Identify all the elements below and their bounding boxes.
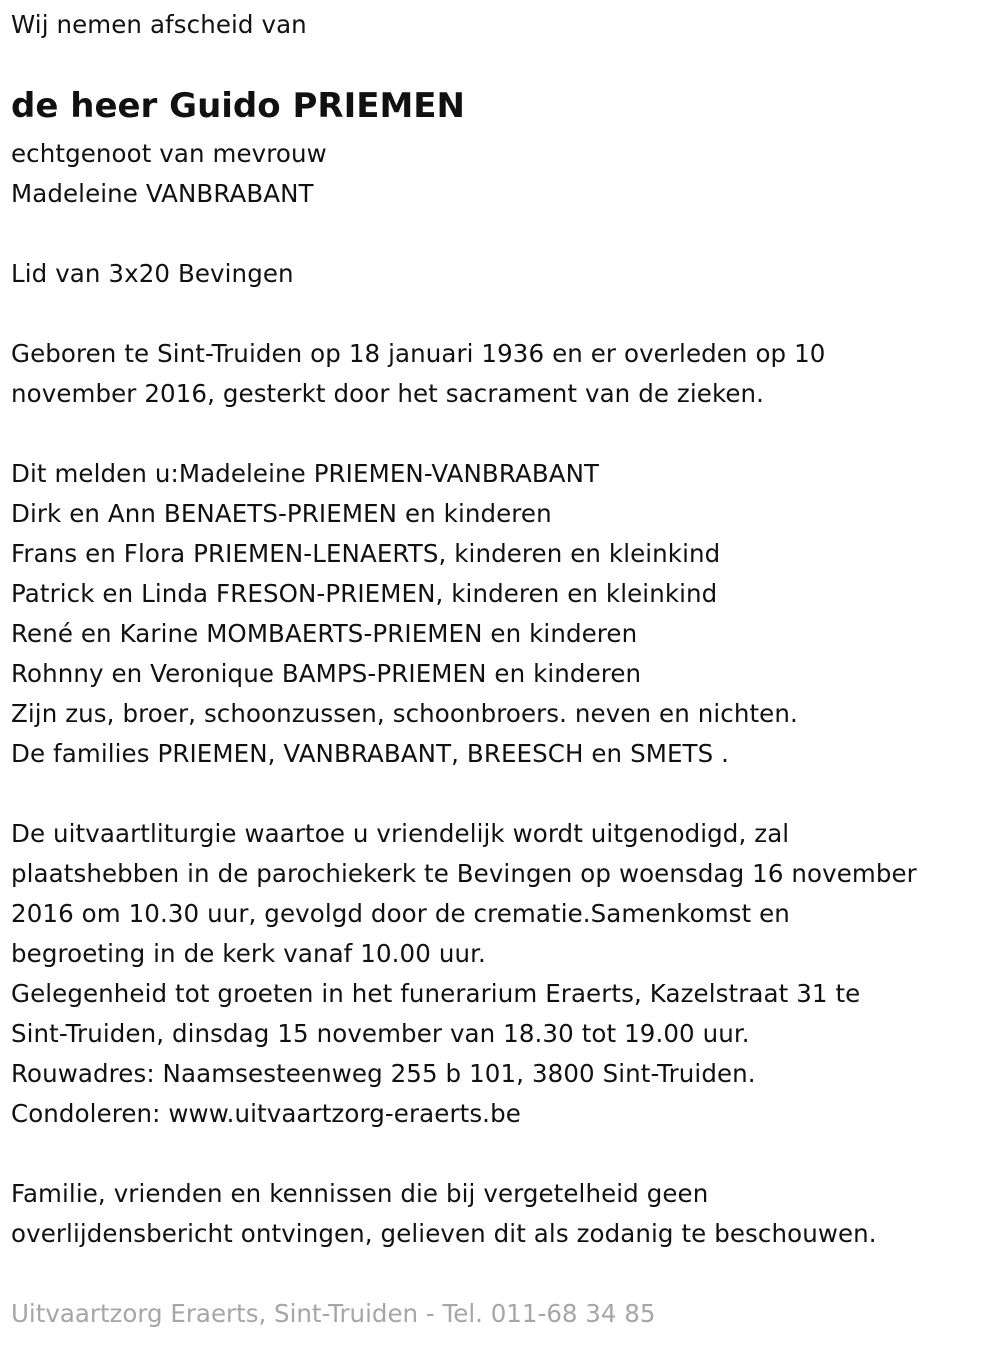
notice-block <box>11 1174 877 1254</box>
funeral-info-line: Sint-Truiden, dinsdag 15 november van 18.30 tot 19.00 uur. <box>11 1019 750 1048</box>
announcers-block <box>11 454 798 774</box>
announcer-line: De families PRIEMEN, VANBRABANT, BREESCH en SMETS . <box>11 739 730 768</box>
announcer-line: Rohnny en Veronique BAMPS-PRIEMEN en kinderen <box>11 659 642 688</box>
birth-death-line: Geboren te Sint-Truiden op 18 januari 1936 en er overleden op 10 <box>11 339 826 368</box>
funeral-info-line: plaatshebben in de parochiekerk te Bevingen op woensdag 16 november <box>11 859 917 888</box>
announcer-line: René en Karine MOMBAERTS-PRIEMEN en kinderen <box>11 619 638 648</box>
announcer-line: Dit melden u:Madeleine PRIEMEN-VANBRABANT <box>11 459 600 488</box>
membership-block <box>11 254 294 294</box>
condolence-link-line: Condoleren: www.uitvaartzorg-eraerts.be <box>11 1099 521 1128</box>
spouse-line: echtgenoot van mevrouw <box>11 139 327 168</box>
funeral-info-block <box>11 814 917 1134</box>
funeral-home-footer: Uitvaartzorg Eraerts, Sint-Truiden - Tel. 011-68 34 85 <box>11 1299 656 1328</box>
announcer-line: Dirk en Ann BENAETS-PRIEMEN en kinderen <box>11 499 552 528</box>
birth-death-line: november 2016, gesterkt door het sacrament van de zieken. <box>11 379 765 408</box>
membership-text: Lid van 3x20 Bevingen <box>11 259 294 288</box>
notice-line: overlijdensbericht ontvingen, gelieven dit als zodanig te beschouwen. <box>11 1219 877 1248</box>
announcer-line: Patrick en Linda FRESON-PRIEMEN, kinderen en kleinkind <box>11 579 718 608</box>
deceased-name: de heer Guido PRIEMEN <box>11 86 465 126</box>
funeral-info-line: Rouwadres: Naamsesteenweg 255 b 101, 3800 Sint-Truiden. <box>11 1059 756 1088</box>
announcer-line: Frans en Flora PRIEMEN-LENAERTS, kinderen en kleinkind <box>11 539 721 568</box>
funeral-info-line: De uitvaartliturgie waartoe u vriendelijk wordt uitgenodigd, zal <box>11 819 790 848</box>
funeral-info-line: begroeting in de kerk vanaf 10.00 uur. <box>11 939 486 968</box>
spouse-line: Madeleine VANBRABANT <box>11 179 314 208</box>
birth-death-block <box>11 334 825 414</box>
funeral-info-line: Gelegenheid tot groeten in het funerarium Eraerts, Kazelstraat 31 te <box>11 979 861 1008</box>
intro-text: Wij nemen afscheid van <box>11 10 307 39</box>
notice-line: Familie, vrienden en kennissen die bij vergetelheid geen <box>11 1179 709 1208</box>
spouse-block <box>11 134 327 214</box>
announcer-line: Zijn zus, broer, schoonzussen, schoonbroers. neven en nichten. <box>11 699 798 728</box>
funeral-info-line: 2016 om 10.30 uur, gevolgd door de crematie.Samenkomst en <box>11 899 790 928</box>
